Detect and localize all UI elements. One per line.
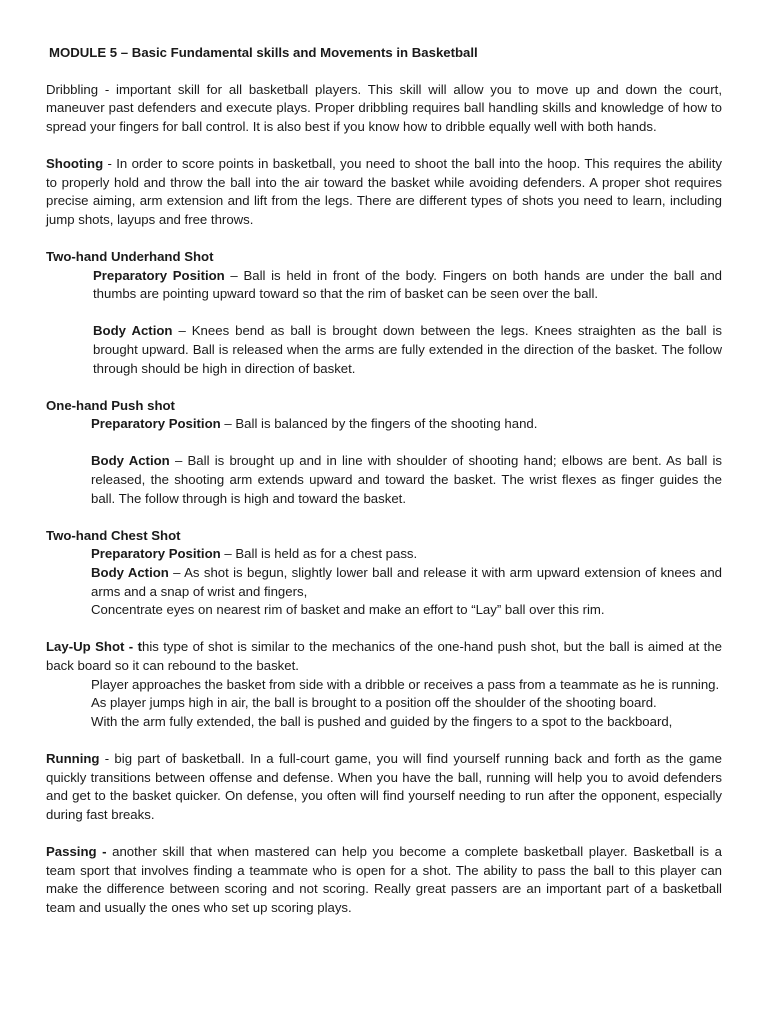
two-hand-underhand-body: [46, 322, 722, 378]
layup-step: Player approaches the basket from side with a dribble or receives a pass from a teammate as he is running.: [91, 676, 720, 692]
spacer: [46, 304, 722, 323]
spacer: [46, 731, 722, 750]
shooting-text: - In order to score points in basketball, you need to shoot the ball into the hoop. This requires the ability to properly hold and throw the ball into the air toward the basket while avoiding defenders. A proper shot requires precise aiming, arm extension and lift from the legs. There are different types of shots you need to learn, including jump shots, layups and free throws.: [46, 155, 722, 227]
body-text: – Ball is brought up and in line with shoulder of shooting hand; elbows are bent. As ball is released, the shooting arm extends upward and toward the basket. The wrist flexes as finger guides the ball. The follow through is high and toward the basket.: [91, 453, 723, 506]
layup-step: As player jumps high in air, the ball is brought to a position off the shoulder of the shooting board.: [91, 695, 657, 711]
spacer: [46, 508, 722, 527]
prep-text: – Ball is held in front of the body. Fingers on both hands are under the ball and thumbs are pointing upward toward so that the rim of basket can be seen over the ball.: [93, 267, 722, 302]
shooting-paragraph: [46, 155, 722, 229]
two-hand-underhand-prep: [46, 267, 722, 304]
layup-paragraph: [46, 638, 722, 675]
spacer: [46, 620, 722, 639]
prep-text: – Ball is held as for a chest pass.: [220, 546, 418, 562]
two-hand-underhand-heading: Two-hand Underhand Shot: [46, 248, 214, 264]
one-hand-push-heading: One-hand Push shot: [46, 397, 175, 413]
two-hand-chest-heading: Two-hand Chest Shot: [46, 527, 181, 543]
spacer: [46, 229, 722, 248]
passing-label: Passing -: [46, 843, 113, 859]
passing-text: another skill that when mastered can help you become a complete basketball player. Basketball is a team sport that involves finding a teammate who is open for a shot. The ability to pass the ball to this player can make the difference between scoring and not scoring. Really great passers are an important part of a basketball team and usually the ones who set up scoring plays.: [46, 843, 723, 915]
running-label: Running: [46, 750, 100, 766]
layup-label: Lay-Up Shot - t: [46, 639, 142, 655]
spacer: [46, 136, 722, 155]
spacer: [46, 378, 722, 397]
module-title: MODULE 5 – Basic Fundamental skills and Movements in Basketball: [49, 45, 478, 60]
body-label: Body Action: [91, 565, 169, 581]
one-hand-push-body: [46, 452, 722, 508]
prep-text: – Ball is balanced by the fingers of the shooting hand.: [220, 416, 538, 432]
spacer: [46, 434, 722, 453]
two-hand-chest-body: [46, 564, 722, 601]
spacer: [46, 824, 722, 843]
prep-label: Preparatory Position: [93, 267, 225, 283]
running-paragraph: [46, 750, 722, 824]
passing-paragraph: [46, 843, 722, 917]
shooting-label: Shooting: [46, 155, 104, 171]
dribbling-paragraph: Dribbling - important skill for all basketball players. This skill will allow you to move up and down the court, maneuver past defenders and execute plays. Proper dribbling requires ball handling skills and knowledge of how to spread your fingers for ball control. It is also best if you know how to dribble equally well with both hands.: [46, 81, 722, 134]
body-label: Body Action: [91, 453, 170, 469]
body-text: – Knees bend as ball is brought down between the legs. Knees straighten as the ball is brought upward. Ball is released when the arms are fully extended in the direction of the basket. The follow through should be high in direction of basket.: [93, 323, 723, 376]
running-text: - big part of basketball. In a full-court game, you will find yourself running back and forth as the game quickly transitions between offense and defense. When you have the ball, running will help you to avoid defenders and get to the basket quicker. On defense, you often will find yourself needing to run after the opponent, especially during fast breaks.: [46, 750, 722, 822]
one-hand-push-prep: [46, 415, 722, 434]
prep-label: Preparatory Position: [91, 546, 221, 562]
two-hand-chest-extra: Concentrate eyes on nearest rim of basket and make an effort to “Lay” ball over this rim.: [91, 602, 605, 618]
two-hand-chest-prep: [46, 545, 722, 564]
layup-text: his type of shot is similar to the mechanics of the one-hand push shot, but the ball is aimed at the back board so it can rebound to the basket.: [46, 639, 722, 673]
layup-step: With the arm fully extended, the ball is pushed and guided by the fingers to a spot to the backboard,: [91, 713, 673, 729]
body-label: Body Action: [93, 323, 173, 339]
body-text: – As shot is begun, slightly lower ball and release it with arm upward extension of knees and arms and a snap of wrist and fingers,: [91, 565, 722, 599]
prep-label: Preparatory Position: [91, 416, 221, 432]
